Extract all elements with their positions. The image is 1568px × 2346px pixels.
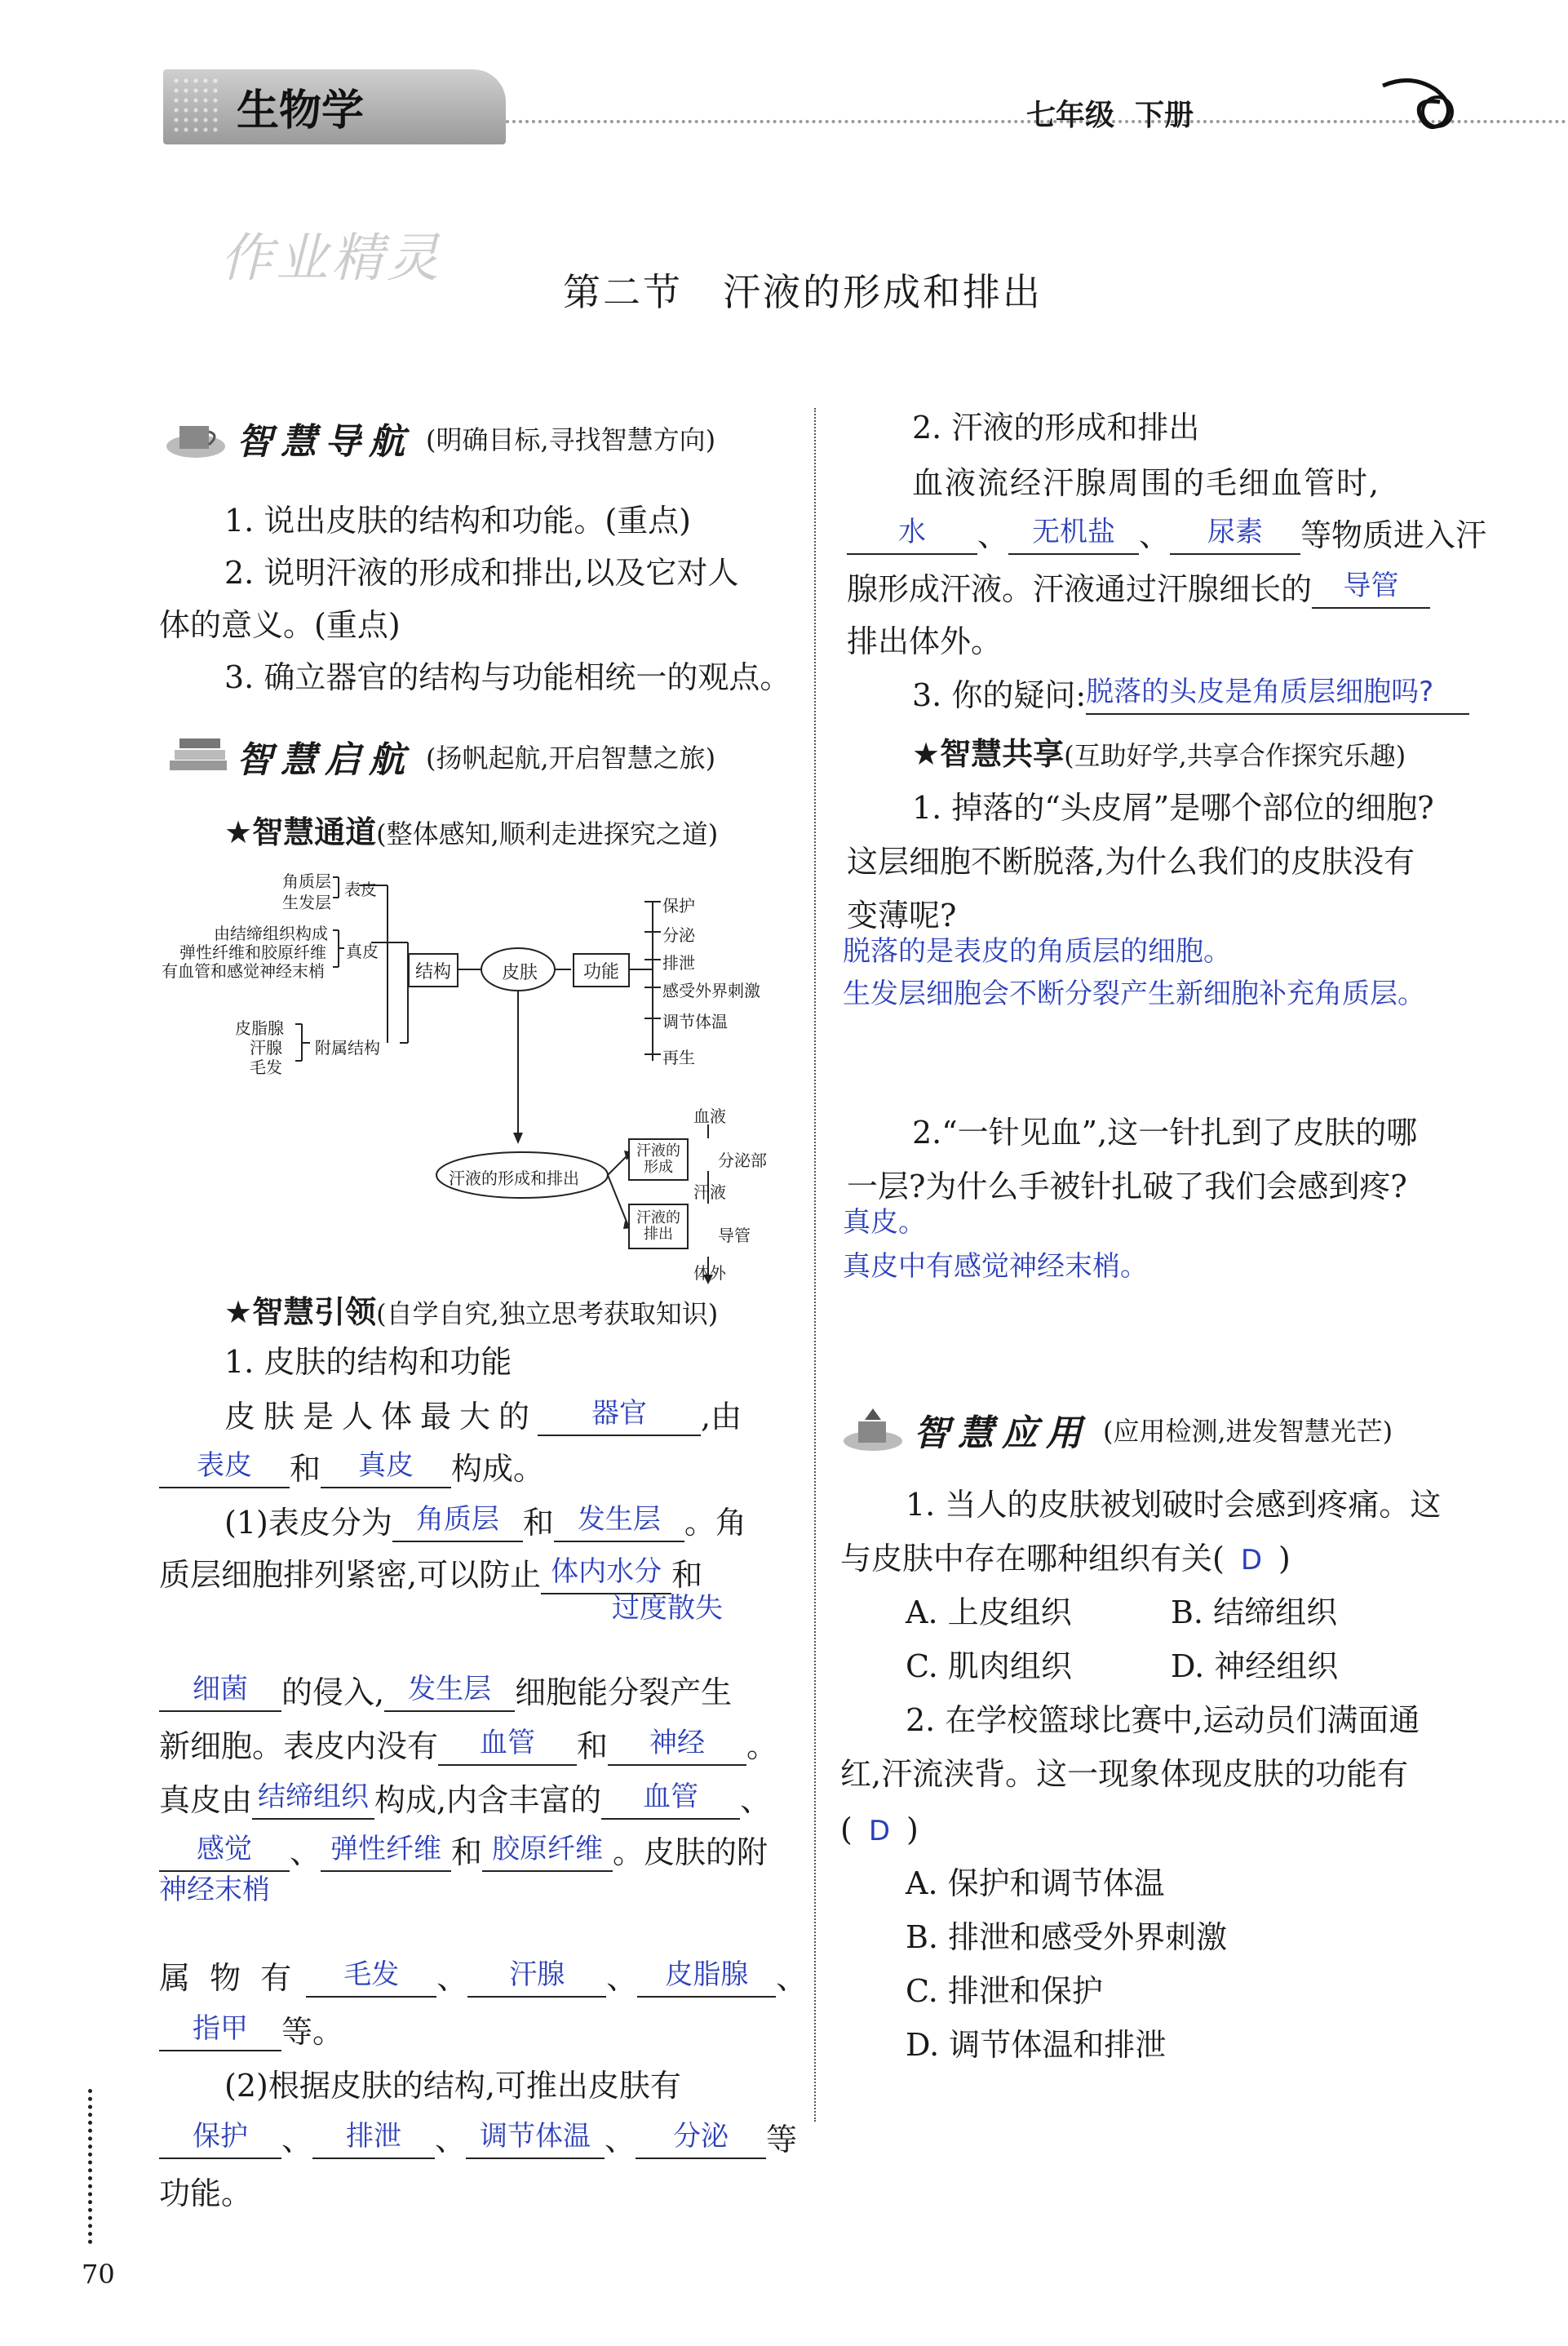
- dg-left-label: 表皮: [344, 880, 377, 899]
- dg-skin-label: 皮肤: [502, 963, 538, 983]
- share-q2: 2.“一针见血”,这一针扎到了皮肤的哪: [912, 1115, 1418, 1151]
- dg-duct: 导管: [718, 1226, 751, 1245]
- column-divider: [814, 408, 816, 2122]
- dg-left-label: 真皮: [346, 942, 379, 961]
- q1-line12: 保护 、 排泄 、 调节体温 、 分泌 等: [159, 2120, 797, 2159]
- option: A. 上皮组织: [906, 1594, 1072, 1630]
- q1-line3: (1)表皮分为 角质层 和 发生层 。角: [224, 1503, 746, 1541]
- dg-function-item: 保护: [662, 896, 695, 916]
- option: A. 保护和调节体温: [906, 1865, 1165, 1901]
- q1-line6: 新细胞。表皮内没有 血管 和 神经 。: [159, 1727, 778, 1764]
- nav-title: 智慧导航: [237, 421, 413, 463]
- skin-concept-diagram: [155, 857, 791, 1297]
- share-answer: 生发层细胞会不断分裂产生新细胞补充角质层。: [843, 978, 1425, 1010]
- q1-line8: 感觉 、 弹性纤维 和 胶原纤维 。皮肤的附: [159, 1833, 768, 1872]
- answer-overflow: 过度散失: [612, 1592, 723, 1625]
- section-launch: [163, 730, 715, 783]
- apply-q1: 1. 当人的皮肤被划破时会感到疼痛。这: [906, 1487, 1442, 1523]
- option: C. 排泄和保护: [906, 1973, 1103, 2009]
- dg-sweat: 汗液: [693, 1182, 726, 1202]
- dg-body: 体外: [693, 1263, 726, 1283]
- channel-heading: ★智慧通道(整体感知,顺利走进探究之道): [224, 814, 719, 850]
- share-answer: 真皮。: [843, 1206, 926, 1239]
- dg-left-label: 皮脂腺: [235, 1018, 284, 1038]
- option: B. 结缔组织: [1171, 1594, 1338, 1630]
- q1-line1: 皮肤是人体最大的 器官 ,由: [224, 1397, 742, 1435]
- share-heading: ★智慧共享(互助好学,共享合作探究乐趣): [912, 736, 1406, 772]
- launch-sub: (扬帆起航,开启智慧之旅): [426, 743, 716, 774]
- dg-function-item: 调节体温: [662, 1012, 728, 1031]
- section-nav: [163, 412, 715, 464]
- dg-left-label: 弹性纤维和胶原纤维: [179, 942, 326, 962]
- dg-out-box: 汗液的排出: [628, 1204, 689, 1249]
- dg-function-item: 再生: [662, 1048, 695, 1067]
- q1-line13: 功能。: [159, 2175, 253, 2211]
- books-icon: [163, 732, 237, 781]
- page-title: 第二节 汗液的形成和排出: [563, 270, 1043, 314]
- dg-function-item: 分泌: [662, 925, 695, 945]
- q2-head: 2. 汗液的形成和排出: [912, 410, 1200, 446]
- margin-dots: [88, 2089, 92, 2244]
- q1-line11: (2)根据皮肤的结构,可推出皮肤有: [224, 2068, 681, 2104]
- share-answer: 脱落的是表皮的角质层的细胞。: [843, 935, 1231, 968]
- dg-left-label: 毛发: [250, 1058, 282, 1077]
- option: C. 肌肉组织: [906, 1648, 1072, 1684]
- nav-item: 体的意义。(重点): [159, 607, 401, 643]
- dg-left-label: 汗腺: [250, 1038, 282, 1058]
- answer-overflow: 神经末梢: [159, 1874, 270, 1906]
- q1-line7: 真皮由 结缔组织 构成,内含丰富的 血管 、: [159, 1781, 772, 1818]
- nav-item: 2. 说明汗液的形成和排出,以及它对人: [224, 555, 739, 591]
- dg-left-label: 有血管和感觉神经末梢: [162, 961, 325, 981]
- grade-label: 七年级 下册: [1026, 99, 1194, 132]
- q1-line9: 属 物 有 毛发 、 汗腺 、 皮脂腺 、: [159, 1958, 808, 1996]
- swirl-logo-icon: [1379, 69, 1468, 135]
- apply-q2: 2. 在学校篮球比赛中,运动员们满面通: [906, 1702, 1420, 1738]
- option: D. 调节体温和排泄: [906, 2027, 1167, 2063]
- nav-item: 1. 说出皮肤的结构和功能。(重点): [224, 503, 691, 539]
- dg-sweat-label: 汗液的形成和排出: [449, 1169, 579, 1188]
- q2-line4: 排出体外。: [847, 623, 1003, 659]
- apply-q1: 与皮肤中存在哪种组织有关( D ): [840, 1541, 1291, 1577]
- share-answer: 真皮中有感觉神经末梢。: [843, 1250, 1148, 1283]
- header-banner: [163, 69, 1468, 151]
- dg-left-label: 角质层: [282, 871, 331, 891]
- dg-function-item: 感受外界刺激: [662, 981, 760, 1000]
- option: B. 排泄和感受外界刺激: [906, 1919, 1228, 1955]
- q1-line10: 指甲 等。: [159, 2012, 343, 2051]
- subject-label: 生物学: [237, 86, 365, 135]
- apply-q2: 红,汗流浃背。这一现象体现皮肤的功能有: [840, 1756, 1409, 1792]
- apply-title: 智慧应用: [914, 1412, 1090, 1454]
- share-q1: 变薄呢?: [847, 898, 957, 934]
- dg-function-item: 排泄: [662, 953, 695, 973]
- dg-left-label: 附属结构: [315, 1038, 380, 1058]
- q2-line5: 3. 你的疑问: 脱落的头皮是角质层细胞吗?: [912, 676, 1469, 715]
- dg-function-box: 功能: [573, 953, 630, 987]
- dg-blood: 血液: [693, 1106, 726, 1126]
- q2-line3: 腺形成汗液。汗液通过汗腺细长的 导管: [847, 570, 1430, 609]
- section-apply: [840, 1404, 1393, 1456]
- share-q1: 这层细胞不断脱落,为什么我们的皮肤没有: [847, 844, 1415, 880]
- cup-icon: [840, 1405, 914, 1454]
- lead-heading: ★智慧引领(自学自究,独立思考获取知识): [224, 1294, 719, 1330]
- option: D. 神经组织: [1171, 1648, 1339, 1684]
- apply-sub: (应用检测,进发智慧光芒): [1103, 1416, 1393, 1447]
- dg-structure-box: 结构: [408, 953, 458, 987]
- q2-line2: 水 、 无机盐 、 尿素 等物质进入汗: [847, 516, 1486, 555]
- apply-q2: ( D ): [840, 1812, 919, 1847]
- dg-left-label: 由结缔组织构成: [214, 924, 328, 943]
- q2-line1: 血液流经汗腺周围的毛细血管时,: [912, 465, 1381, 501]
- q1-line4: 质层细胞排列紧密,可以防止 体内水分 和: [159, 1555, 703, 1593]
- cup-icon: [163, 414, 237, 463]
- nav-item: 3. 确立器官的结构与功能相统一的观点。: [224, 659, 791, 695]
- dg-secrete: 分泌部: [718, 1151, 767, 1170]
- share-q2: 一层?为什么手被针扎破了我们会感到疼?: [847, 1169, 1407, 1204]
- q1-line5: 细菌 的侵入, 发生层 细胞能分裂产生: [159, 1673, 732, 1712]
- dg-form-box: 汗液的形成: [628, 1138, 689, 1181]
- nav-sub: (明确目标,寻找智慧方向): [426, 424, 716, 455]
- q1-line2: 表皮 和 真皮 构成。: [159, 1449, 544, 1488]
- watermark: 作业精灵: [220, 228, 442, 289]
- share-q1: 1. 掉落的“头皮屑”是哪个部位的细胞?: [912, 790, 1434, 826]
- launch-title: 智慧启航: [237, 739, 413, 781]
- page-number: 70: [82, 2259, 115, 2290]
- q1-head: 1. 皮肤的结构和功能: [224, 1344, 512, 1380]
- dg-left-label: 生发层: [282, 893, 331, 912]
